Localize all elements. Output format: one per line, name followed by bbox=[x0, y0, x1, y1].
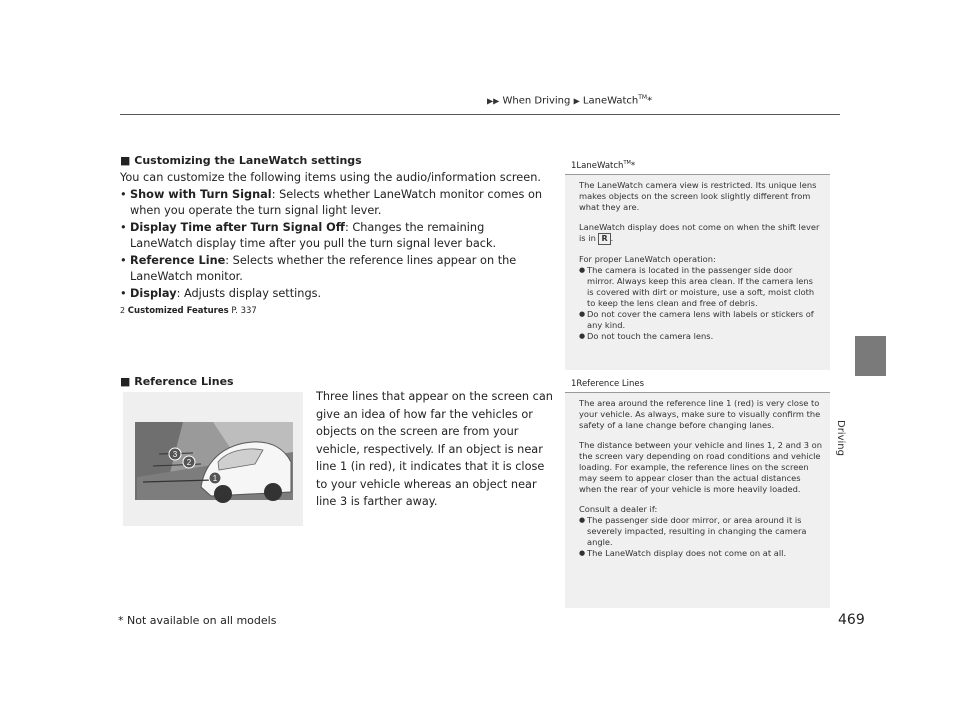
note-paragraph: For proper LaneWatch operation: bbox=[579, 253, 716, 264]
list-item bbox=[120, 187, 550, 220]
note-bullet: ● The camera is located in the passenger side door mirror. Always keep this area clean. If the camera lens is covered with dirt or moisture, use a soft, moist cloth to keep the lens clean and free of debris. bbox=[579, 265, 822, 309]
note-bullet: ● Do not touch the camera lens. bbox=[579, 331, 822, 342]
breadcrumb-arrow-icon: ▶▶ bbox=[487, 96, 500, 106]
note-text: LaneWatch display does not come on when the shift lever is in bbox=[579, 221, 820, 243]
camera-view-image bbox=[123, 392, 303, 526]
breadcrumb bbox=[487, 94, 652, 106]
shift-position-r-icon: R bbox=[598, 233, 610, 245]
note-bullet: ● Do not cover the camera lens with labels or stickers of any kind. bbox=[579, 309, 822, 331]
item-desc: : Selects whether LaneWatch monitor comes on when you operate the turn signal light lever. bbox=[130, 187, 543, 217]
note-bullet: ● The LaneWatch display does not come on at all. bbox=[579, 548, 822, 559]
note-bullet: ● The passenger side door mirror, or area around it is severely impacted, resulting in changing the camera angle. bbox=[579, 515, 822, 548]
heading-text: Reference Lines bbox=[134, 375, 234, 388]
list-item bbox=[120, 286, 550, 303]
note-paragraph: The distance between your vehicle and lines 1, 2 and 3 on the screen vary depending on road conditions and vehicle loading. For example, the reference lines on the screen may seem to appear closer than the actual distances when the rear of your vehicle is more heavily loaded. bbox=[579, 440, 823, 494]
note-paragraph: Consult a dealer if: bbox=[579, 504, 658, 514]
trademark: TM bbox=[638, 94, 648, 101]
note-title bbox=[565, 157, 830, 175]
asterisk: * bbox=[630, 160, 636, 171]
asterisk: * bbox=[647, 95, 653, 107]
lanewatch-illustration bbox=[123, 392, 303, 526]
breadcrumb-part-2[interactable]: LaneWatch bbox=[582, 95, 639, 107]
section-heading-customizing bbox=[120, 154, 362, 167]
note-lanewatch bbox=[565, 157, 830, 370]
section-tab bbox=[855, 336, 886, 376]
footnote: * Not available on all models bbox=[118, 614, 277, 627]
note-body bbox=[565, 393, 830, 565]
breadcrumb-arrow-icon: ▶ bbox=[573, 96, 580, 106]
item-desc: : Selects whether the reference lines appear on the LaneWatch monitor. bbox=[130, 253, 517, 283]
cross-reference-link[interactable] bbox=[120, 303, 550, 320]
reference-marker-2 bbox=[183, 456, 195, 468]
note-paragraph: The LaneWatch camera view is restricted. Its unique lens makes objects on the screen look slightly different from what they are. bbox=[579, 179, 817, 212]
note-marker: 1 bbox=[571, 379, 577, 389]
reference-marker-1 bbox=[209, 472, 221, 484]
note-reference-lines bbox=[565, 376, 830, 608]
section-tab-label: Driving bbox=[835, 420, 846, 456]
marker-label: 1 bbox=[212, 474, 218, 483]
customize-body bbox=[120, 170, 550, 320]
note-marker: 1 bbox=[571, 160, 577, 171]
note-title-text: LaneWatch bbox=[576, 160, 624, 171]
item-term: Display Time after Turn Signal Off bbox=[130, 220, 345, 234]
reference-lines-text: Three lines that appear on the screen can give an idea of how far the vehicles or objects on the screen are from your vehicle, respectively. If an object is near line 1 (in red), it indicates that it is close to your vehicle whereas an object near line 3 is farther away. bbox=[316, 390, 553, 508]
trademark: TM bbox=[623, 160, 631, 166]
reference-page: P. 337 bbox=[231, 306, 257, 316]
header-rule bbox=[120, 114, 840, 115]
reference-marker-3 bbox=[169, 448, 181, 460]
item-term: Show with Turn Signal bbox=[130, 187, 272, 201]
note-body bbox=[565, 175, 830, 348]
item-term: Display bbox=[130, 286, 177, 300]
list-item bbox=[120, 253, 550, 286]
intro-text: You can customize the following items using the audio/information screen. bbox=[120, 171, 541, 184]
item-desc: : Adjusts display settings. bbox=[176, 286, 322, 300]
note-title-text: Reference Lines bbox=[576, 379, 645, 389]
note-paragraph bbox=[579, 222, 822, 245]
reference-arrow-icon: 2 bbox=[120, 306, 126, 315]
square-bullet-icon: ■ bbox=[120, 154, 131, 167]
note-text: . bbox=[610, 232, 614, 243]
page-number: 469 bbox=[838, 612, 865, 628]
marker-label: 2 bbox=[186, 458, 192, 467]
breadcrumb-part-1[interactable]: When Driving bbox=[502, 95, 571, 107]
list-item bbox=[120, 220, 550, 253]
item-term: Reference Line bbox=[130, 253, 226, 267]
reference-label: Customized Features bbox=[127, 306, 229, 316]
item-desc: : Changes the remaining LaneWatch display time after you pull the turn signal lever back. bbox=[130, 220, 497, 250]
marker-label: 3 bbox=[172, 450, 178, 459]
section-heading-reference-lines bbox=[120, 375, 234, 388]
note-paragraph: The area around the reference line 1 (red) is very close to your vehicle. As always, make sure to visually confirm the safety of a lane change before changing lanes. bbox=[579, 398, 821, 430]
note-title bbox=[565, 376, 830, 393]
square-bullet-icon: ■ bbox=[120, 375, 131, 388]
heading-text: Customizing the LaneWatch settings bbox=[134, 154, 362, 167]
